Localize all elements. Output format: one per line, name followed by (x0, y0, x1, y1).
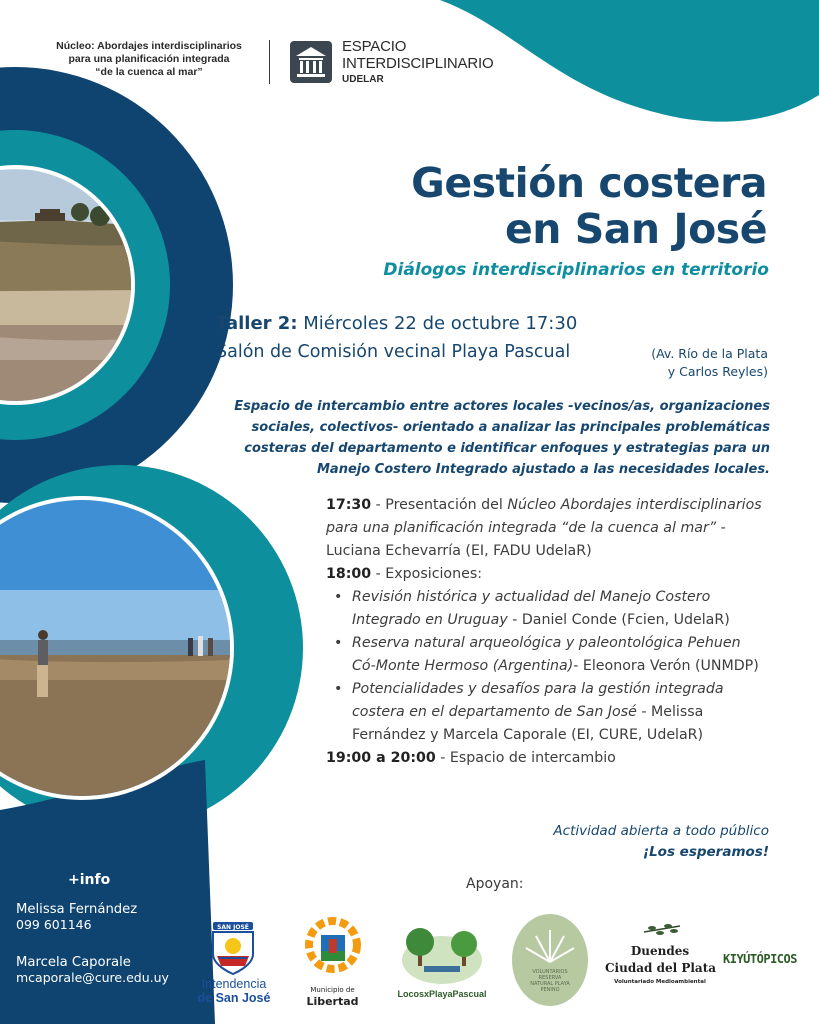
logo-line: Duendes (630, 944, 690, 958)
exposiciones-list (326, 586, 766, 747)
municipio-logo-text (295, 985, 370, 1007)
contact-phone: 099 601146 (16, 917, 92, 932)
logo-line: VOLUNTARIOS (532, 969, 568, 975)
talk-speaker: - Daniel Conde (Fcien, UdelaR) (507, 612, 730, 628)
page-title (411, 160, 767, 252)
duendes-logo-text (605, 943, 715, 987)
agenda-item (326, 563, 766, 586)
address-line: y Carlos Reyles) (667, 364, 768, 379)
logo-line: Municipio de (310, 986, 355, 994)
contact-name: Melissa Fernández (16, 902, 138, 917)
nucleo-line: “de la cuenca al mar” (95, 66, 203, 78)
taller-place: Salón de Comisión vecinal Playa Pascual (216, 342, 571, 362)
logo-line: RESERVA (538, 975, 562, 981)
municipio-gear-icon (305, 915, 361, 977)
talk-title: Reserva natural arqueológica y paleontológica Pehuen Có-Monte Hermoso (Argentina) (352, 635, 741, 674)
contact-email[interactable]: mcaporale@cure.edu.uy (16, 970, 169, 985)
kiyutopicos-logo-text: KIYÚTÓPICOS (723, 952, 797, 966)
reserva-agave-icon (510, 912, 590, 1008)
logo-line: Ciudad del Plata (605, 961, 717, 975)
agenda-time: 18:00 (326, 566, 372, 582)
logo-line: de San José (197, 991, 271, 1005)
logo-line: NATURAL PLAYA (530, 981, 570, 987)
ei-logo-line: INTERDISCIPLINARIO (342, 55, 494, 72)
agenda-item (326, 494, 766, 563)
header-divider (269, 40, 270, 84)
ei-logo-text (342, 38, 493, 86)
intendencia-badge-text: SAN JOSÉ (217, 924, 249, 931)
closing-message (553, 821, 769, 863)
contact-person-1 (16, 902, 137, 932)
ei-building-logo-icon (290, 41, 332, 83)
list-item (326, 632, 766, 678)
agenda-text: - Luciana Echevarría (EI, FADU UdelaR) (326, 520, 726, 559)
ei-logo-line: ESPACIO (342, 38, 407, 55)
agenda-text: - Espacio de intercambio (435, 750, 616, 766)
nucleo-caption (30, 40, 268, 79)
nucleo-line: para una planificación integrada (68, 53, 230, 65)
taller-datetime: Miércoles 22 de octubre 17:30 (297, 313, 578, 334)
talk-speaker: - Eleonora Verón (UNMDP) (573, 658, 759, 674)
apoyan-label: Apoyan: (466, 876, 524, 892)
taller-when (216, 313, 577, 334)
agenda-italic: Núcleo Abordajes interdisciplinarios para una planificación integrada “de la cuenca al mar” (326, 497, 762, 536)
logo-line: PENINO (540, 987, 560, 993)
logo-line: Intendencia (201, 977, 267, 991)
reserva-logo-text (512, 969, 588, 993)
logo-line: Voluntariado Medioambiental (614, 979, 706, 985)
closing-line: Actividad abierta a todo público (553, 823, 769, 839)
duendes-branch-icon (640, 920, 684, 938)
agenda-item (326, 747, 766, 770)
info-heading: +info (68, 872, 111, 888)
taller-label: Taller 2: (216, 313, 298, 334)
title-line: Gestión costera (411, 159, 767, 207)
contact-person-2 (16, 955, 169, 985)
talk-title: Potencialidades y desafíos para la gestión integrada costera en el departamento de San José (352, 681, 724, 720)
intendencia-logo-text (184, 977, 284, 1005)
list-item (326, 678, 766, 747)
list-item (326, 586, 766, 632)
agenda (326, 494, 766, 770)
contact-name: Marcela Caporale (16, 955, 131, 970)
event-description: Espacio de intercambio entre actores locales -vecinos/as, organizaciones sociales, colectivos- orientado a analizar las principales problemáticas costeras del departamento e identificar enfoques y estrategias para un Manejo Costero Integrado ajustado a las necesidades locales. (234, 399, 770, 477)
address-line: (Av. Río de la Plata (651, 346, 768, 361)
page-subtitle: Diálogos interdisciplinarios en territorio (383, 260, 769, 280)
talk-speaker: - Melissa Fernández y Marcela Caporale (EI, CURE, UdelaR) (352, 704, 704, 743)
agenda-time: 17:30 (326, 497, 372, 513)
logo-line: Libertad (306, 995, 359, 1008)
agenda-text: - Presentación del (371, 497, 508, 513)
ei-logo-line: UDELAR (342, 74, 384, 85)
title-line: en San José (504, 205, 767, 253)
nucleo-line: Núcleo: Abordajes interdisciplinarios (56, 40, 242, 52)
locos-logo-text: LocosxPlayaPascual (397, 989, 487, 999)
taller-address (633, 345, 768, 381)
locos-trees-icon (398, 920, 486, 986)
agenda-text: - Exposiciones: (371, 566, 483, 582)
talk-title: Revisión histórica y actualidad del Manejo Costero Integrado en Uruguay (352, 589, 711, 628)
closing-line: ¡Los esperamos! (642, 844, 769, 860)
agenda-time: 19:00 a 20:00 (326, 750, 436, 766)
